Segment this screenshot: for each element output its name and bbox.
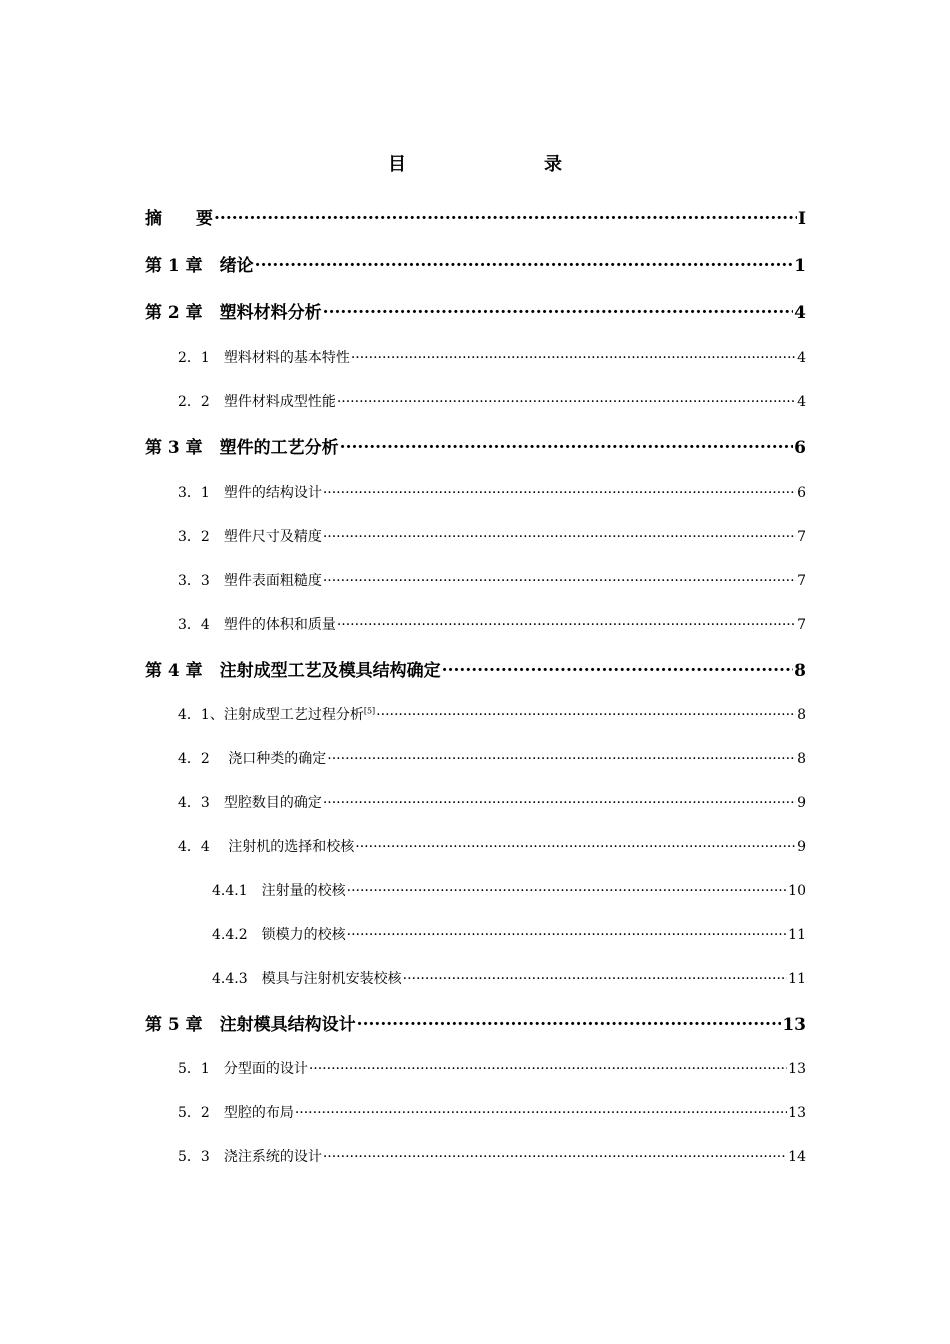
dot-leader <box>376 705 796 719</box>
toc-entry-page: 8 <box>794 661 806 681</box>
toc-entry-label: 2．1 塑料材料的基本特性 <box>178 350 350 366</box>
toc-entry-label: 第 1 章 绪论 <box>145 256 254 276</box>
toc-entry-label: 5．3 浇注系统的设计 <box>178 1149 322 1165</box>
toc-entry-label: 3．1 塑件的结构设计 <box>178 485 322 501</box>
toc-entry-chapter-2[interactable] <box>145 298 806 323</box>
toc-entry-page: 8 <box>797 751 806 767</box>
toc-entry-label: 5．2 型腔的布局 <box>178 1105 294 1121</box>
toc-entry-page: 7 <box>797 529 806 545</box>
toc-entry-label: 2．2 塑件材料成型性能 <box>178 394 336 410</box>
toc-entry-section-4-3[interactable] <box>178 792 806 812</box>
toc-entry-chapter-5[interactable] <box>145 1010 806 1035</box>
toc-entry-section-4-2[interactable] <box>178 748 806 768</box>
toc-entry-page: 13 <box>788 1061 806 1077</box>
toc-entry-subsection-4-4-3[interactable] <box>212 968 806 988</box>
toc-entry-section-5-1[interactable] <box>178 1058 806 1078</box>
toc-entry-section-5-3[interactable] <box>178 1146 806 1166</box>
toc-entry-label: 3．2 塑件尺寸及精度 <box>178 529 322 545</box>
toc-entry-page: 1 <box>794 256 806 276</box>
dot-leader <box>347 881 788 895</box>
toc-entry-page: 4 <box>797 394 806 410</box>
toc-entry-page: 14 <box>788 1149 806 1165</box>
toc-title: 目 录 <box>388 154 596 175</box>
dot-leader <box>323 483 796 497</box>
toc-entry-abstract[interactable] <box>145 204 806 229</box>
toc-entry-label: 第 2 章 塑料材料分析 <box>145 303 322 323</box>
toc-entry-section-2-1[interactable] <box>178 347 806 367</box>
dot-leader <box>327 749 796 763</box>
toc-entry-label: 5．1 分型面的设计 <box>178 1061 308 1077</box>
dot-leader <box>323 301 793 318</box>
dot-leader <box>403 969 788 983</box>
toc-entry-label: 摘 要 <box>145 209 213 229</box>
toc-entry-section-3-2[interactable] <box>178 526 806 546</box>
toc-entry-page: 9 <box>797 839 806 855</box>
toc-entry-page: 7 <box>797 617 806 633</box>
toc-entry-page: 7 <box>797 573 806 589</box>
toc-entry-label: 4．4 注射机的选择和校核 <box>178 839 355 855</box>
toc-entry-section-3-3[interactable] <box>178 570 806 590</box>
toc-entry-section-4-4[interactable] <box>178 836 806 856</box>
dot-leader <box>442 659 793 676</box>
toc-entry-label: 第 4 章 注射成型工艺及模具结构确定 <box>145 661 441 681</box>
dot-leader <box>295 1103 787 1117</box>
dot-leader <box>323 527 796 541</box>
toc-entry-page: 13 <box>788 1105 806 1121</box>
toc-entry-subsection-4-4-2[interactable] <box>212 924 806 944</box>
toc-entry-label: 第 3 章 塑件的工艺分析 <box>145 438 339 458</box>
dot-leader <box>340 436 793 453</box>
dot-leader <box>214 207 797 224</box>
toc-entry-label: 4．2 浇口种类的确定 <box>178 751 327 767</box>
toc-entry-section-4-1[interactable] <box>178 704 806 724</box>
toc-entry-label: 3．3 塑件表面粗糙度 <box>178 573 322 589</box>
toc-entry-chapter-3[interactable] <box>145 433 806 458</box>
toc-entry-page: I <box>798 209 806 229</box>
toc-entry-label: 4.4.2 锁模力的校核 <box>212 927 346 943</box>
toc-entry-label: 4.4.3 模具与注射机安装校核 <box>212 971 402 987</box>
dot-leader <box>337 615 796 629</box>
dot-leader <box>255 254 793 271</box>
toc-entry-page: 6 <box>794 438 806 458</box>
toc-entry-page: 8 <box>797 707 806 723</box>
toc-entry-label-text: 4．1、注射成型工艺过程分析 <box>178 707 364 723</box>
toc-entry-page: 11 <box>788 971 806 987</box>
dot-leader <box>323 1147 787 1161</box>
toc-entry-label <box>178 704 375 724</box>
dot-leader <box>323 571 796 585</box>
dot-leader <box>351 348 796 362</box>
dot-leader <box>323 793 796 807</box>
dot-leader <box>337 392 796 406</box>
toc-entry-page: 4 <box>797 350 806 366</box>
toc-entry-chapter-1[interactable] <box>145 251 806 276</box>
toc-entry-page: 11 <box>788 927 806 943</box>
dot-leader <box>355 837 796 851</box>
toc-entry-section-3-4[interactable] <box>178 614 806 634</box>
toc-entry-page: 9 <box>797 795 806 811</box>
toc-entry-section-5-2[interactable] <box>178 1102 806 1122</box>
toc-entry-page: 13 <box>782 1015 806 1035</box>
toc-entry-label: 4.4.1 注射量的校核 <box>212 883 346 899</box>
dot-leader <box>357 1013 782 1030</box>
dot-leader <box>309 1059 787 1073</box>
toc-entry-label: 3．4 塑件的体积和质量 <box>178 617 336 633</box>
toc-entry-section-3-1[interactable] <box>178 482 806 502</box>
toc-entry-page: 4 <box>794 303 806 323</box>
dot-leader <box>347 925 788 939</box>
citation-superscript: [5] <box>363 706 376 716</box>
toc-entry-section-2-2[interactable] <box>178 391 806 411</box>
toc-entry-subsection-4-4-1[interactable] <box>212 880 806 900</box>
toc-entry-page: 10 <box>788 883 806 899</box>
toc-entry-chapter-4[interactable] <box>145 656 806 681</box>
toc-entry-label: 4．3 型腔数目的确定 <box>178 795 322 811</box>
toc-entry-page: 6 <box>797 485 806 501</box>
toc-entry-label: 第 5 章 注射模具结构设计 <box>145 1015 356 1035</box>
